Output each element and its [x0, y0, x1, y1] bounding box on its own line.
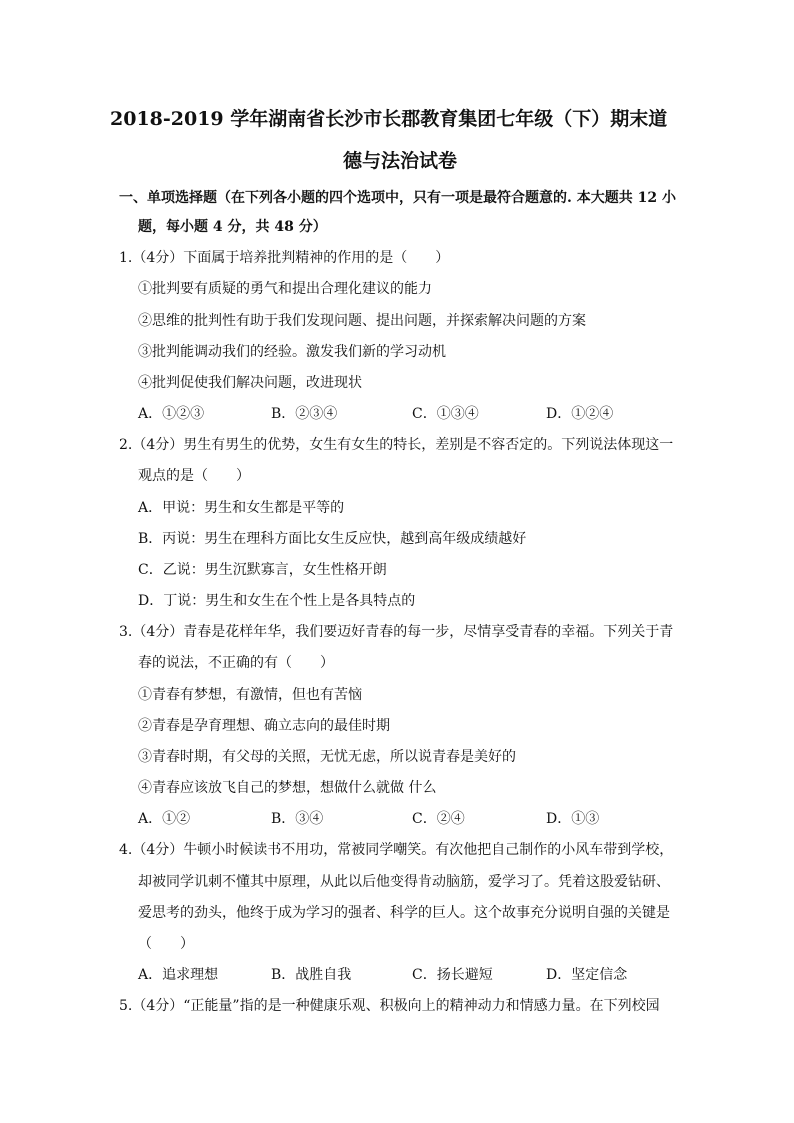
- question-3-item-3: ③青春时期，有父母的关照，无忧无虑，所以说青春是美好的: [138, 749, 516, 765]
- question-3-option-d: D．①③: [546, 811, 600, 827]
- question-4-stem-line-3: 爱思考的劲头，他终于成为学习的强者、科学的巨人。这个故事充分说明自强的关键是: [138, 905, 670, 921]
- question-4-option-b: B．战胜自我: [271, 967, 352, 983]
- question-3-option-c: C．②④: [412, 811, 465, 827]
- question-1-item-2: ②思维的批判性有助于我们发现问题、提出问题，并探索解决问题的方案: [138, 313, 586, 329]
- question-1-option-b: B．②③④: [271, 406, 338, 422]
- question-4-option-a: A．追求理想: [138, 967, 219, 983]
- question-1-stem: 1.（4分）下面属于培养批判精神的作用的是（ ）: [119, 250, 450, 266]
- question-3-stem-line-1: 3.（4分）青春是花样年华，我们要迈好青春的每一步，尽情享受青春的幸福。下列关于青: [119, 624, 674, 640]
- question-4-stem-line-4: （ ）: [138, 936, 194, 952]
- question-3-item-4: ④青春应该放飞自己的梦想，想做什么就做 什么: [138, 780, 437, 796]
- question-2-stem-line-2: 观点的是（ ）: [138, 468, 250, 484]
- question-2-option-c: C．乙说：男生沉默寡言，女生性格开朗: [138, 562, 387, 578]
- question-2-stem-line-1: 2.（4分）男生有男生的优势，女生有女生的特长，差别是不容否定的。下列说法体现这一: [119, 437, 674, 453]
- question-2-option-d: D．丁说：男生和女生在个性上是各具特点的: [138, 593, 416, 609]
- question-4-stem-line-2: 却被同学讥刺不懂其中原理，从此以后他变得肯动脑筋，爱学习了。凭着这股爱钻研、: [138, 874, 670, 890]
- question-3-stem-line-2: 春的说法，不正确的有（ ）: [138, 655, 334, 671]
- question-4-stem-line-1: 4.（4分）牛顿小时候读书不用功，常被同学嘲笑。有次他把自己制作的小风车带到学校，: [119, 842, 674, 858]
- question-3-option-a: A．①②: [138, 811, 191, 827]
- section-heading-line-2: 题，每小题 4 分，共 48 分）: [138, 219, 327, 235]
- question-2-option-a: A．甲说：男生和女生都是平等的: [138, 500, 345, 516]
- question-5-stem-line-1: 5.（4分）“正能量”指的是一种健康乐观、积极向上的精神动力和情感力量。在下列校园: [119, 998, 660, 1014]
- question-2-option-b: B．丙说：男生在理科方面比女生反应快，越到高年级成绩越好: [138, 531, 527, 547]
- question-3-option-b: B．③④: [271, 811, 324, 827]
- question-4-option-d: D．坚定信念: [546, 967, 628, 983]
- question-1-option-a: A．①②③: [138, 406, 205, 422]
- question-1-item-4: ④批判促使我们解决问题，改进现状: [138, 375, 362, 391]
- question-1-item-1: ①批判要有质疑的勇气和提出合理化建议的能力: [138, 281, 432, 297]
- exam-title-line-1: 2018-2019 学年湖南省长沙市长郡教育集团七年级（下）期末道: [110, 108, 668, 130]
- section-heading-line-1: 一、单项选择题（在下列各小题的四个选项中，只有一项是最符合题意的. 本大题共 12 小: [119, 190, 676, 206]
- exam-title-line-2: 德与法治试卷: [342, 150, 457, 172]
- question-1-option-c: C．①③④: [412, 406, 479, 422]
- question-3-item-1: ①青春有梦想，有激情，但也有苦恼: [138, 687, 362, 703]
- question-4-option-c: C．扬长避短: [412, 967, 493, 983]
- question-1-item-3: ③批判能调动我们的经验。激发我们新的学习动机: [138, 344, 446, 360]
- question-3-item-2: ②青春是孕育理想、确立志向的最佳时期: [138, 718, 390, 734]
- question-1-option-d: D．①②④: [546, 406, 614, 422]
